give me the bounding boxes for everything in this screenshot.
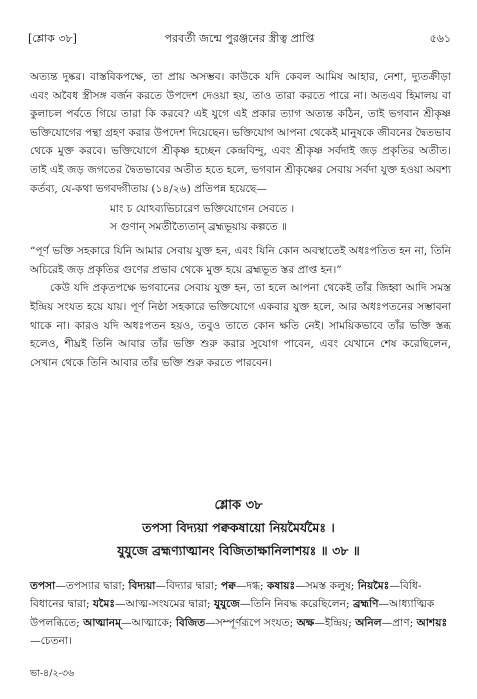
synonym-meaning: —তপস্যার দ্বারা; (55, 580, 129, 592)
page-header (28, 30, 451, 48)
synonym-meaning: —দগ্ধ; (235, 580, 267, 592)
synonym-word: নিয়মৈঃ (357, 580, 390, 592)
synonym-word: তপসা (30, 580, 56, 592)
synonym-word: বিদ্যয়া (128, 580, 156, 592)
footer-signature: ভা-৪/২-৩৬ (30, 668, 75, 679)
synonym-meaning: —আত্ম-সংযমের দ্বারা; (115, 598, 214, 611)
synonym-word: পক্ব (221, 580, 236, 592)
gita-verse-line-2: স গুণান্ সমতীত্যৈতান্ ব্রহ্মভূয়ায় কল্পতে ॥ (110, 221, 287, 234)
synonym-word: যুযুজে (213, 598, 240, 611)
synonym-meaning: —আধ্যাত্মিক উপলব্ধিতে; (30, 598, 435, 629)
synonym-word: আশয়ঃ (416, 616, 448, 629)
synonym-meaning: —সম্পূর্ণরূপে সংযত; (205, 616, 297, 629)
synonym-word: আত্মানম্ (83, 616, 121, 629)
synonym-meaning: —ইন্দ্রিয়; (314, 616, 356, 629)
purport-paragraph-1: অত্যন্ত দুষ্কর। বাস্তবিকপক্ষে, তা প্রায় অসম্ভব। কাউকে যদি কেবল আমিষ আহার, নেশা, দ্যুতক্রীড়া এবং অবৈধ স্ত্রীসঙ্গ বর্জন করতে উপদেশ দেওয়া হয়, তাও তারা করতে পারে না। অতএব হিমালয় বা কুলাচল পর্বতে গিয়ে তারা কি করবে? এই যুগে এই প্রকার ত্যাগ অত্যন্ত কঠিন, তাই ভগবান শ্রীকৃষ্ণ ভক্তিযোগের পন্থা গ্রহণ করার উপদেশ দিয়েছেন। ভক্তিযোগ আপনা থেকেই মানুষকে জীবনের দ্বৈতভাব থেকে মুক্ত করবে। ভক্তিযোগে শ্রীকৃষ্ণ হচ্ছেন কেন্দ্রবিন্দু, এবং শ্রীকৃষ্ণ সর্বদাই জড় প্রকৃতির অতীত। তাই এই জড় জগতের দ্বৈতভাবের অতীত হতে হলে, ভগবান শ্রীকৃষ্ণের সেবায় সর্বদা যুক্ত হওয়া অবশ্য কর্তব্য, যে-কথা ভগবদ্গীতায় (১৪/২৬) প্রতিপন্ন হয়েছে— (30, 71, 451, 195)
gita-translation-quote: “পূর্ণ ভক্তি সহকারে যিনি আমার সেবায় যুক্ত হন, এবং যিনি কোন অবস্থাতেই অধঃপতিত হন না, তিনি অচিরেই জড় প্রকৃতির গুণের প্রভাব থেকে মুক্ত হয়ে ব্রহ্মভূত স্তর প্রাপ্ত হন।” (30, 245, 451, 276)
purport-paragraph-2: কেউ যদি প্রকৃতপক্ষে ভগবানের সেবায় যুক্ত হন, তা হলে আপনা থেকেই তাঁর জিহ্বা আদি সমস্ত ইন্দ্রিয় সংযত হয়ে যায়। পূর্ণ নিষ্ঠা সহকারে ভক্তিযোগে একবার যুক্ত হলে, আর অধঃপতনের সম্ভাবনা থাকে না। কারও যদি অধঃপতন হয়ও, তবুও তাতে কোন ক্ষতি নেই। সাময়িকভাবে তাঁর ভক্তি স্তব্ধ হলেও, শীঘ্রই তিনি আবার তাঁর ভক্তি শুরু করার সুযোগ পাবেন, এবং যেখানে শেষ করেছিলেন, সেখান থেকে তিনি আবার তাঁর ভক্তি শুরু করতে পারবেন। (30, 282, 451, 369)
synonym-meaning: —প্রাণ; (381, 616, 417, 629)
gita-verse-line-1: মাং চ যোঽব্যভিচারেণ ভক্তিযোগেন সেবতে । (110, 203, 295, 216)
synonym-meaning: —আত্মাকে; (120, 616, 176, 629)
word-for-word-synonyms (30, 577, 451, 651)
synonym-meaning: —বিধি-বিধানের দ্বারা; (30, 580, 422, 611)
synonym-word: যমৈঃ (92, 598, 116, 611)
synonym-meaning: —তিনি নিবদ্ধ করেছিলেন; (239, 598, 353, 611)
header-verse-ref: [শ্লোক ৩৮] (28, 32, 77, 45)
purport-text (30, 68, 451, 372)
synonym-word: অক্ষ (296, 616, 315, 629)
page-number: ৫৬১ (429, 32, 451, 45)
synonym-meaning: —চেতনা। (30, 635, 72, 648)
synonym-word: ব্রহ্মণি (352, 598, 379, 611)
synonym-word: কষায়ঃ (266, 580, 296, 592)
header-chapter-title: পরবর্তী জন্মে পুরঞ্জনের স্ত্রীত্ব প্রাপ্তি (164, 32, 315, 45)
gita-quote-verse (110, 200, 451, 236)
synonym-word: বিজিত (175, 616, 206, 629)
synonym-word: অনিল (355, 616, 382, 629)
sloka-line-2: যুযুজে ব্রহ্মণ্যাত্মানং বিজিতাক্ষানিলাশয়ঃ ॥ ৩৮ ॥ (117, 543, 360, 558)
synonym-meaning: —বিদ্যার দ্বারা; (155, 580, 222, 592)
synonym-meaning: —সমস্ত কলুষ; (295, 580, 358, 592)
sloka-line-1: তপসা বিদ্যয়া পক্বকষায়ো নিয়মৈর্যমৈঃ । (142, 520, 335, 535)
sloka-title: শ্লোক ৩৮ (214, 498, 263, 513)
